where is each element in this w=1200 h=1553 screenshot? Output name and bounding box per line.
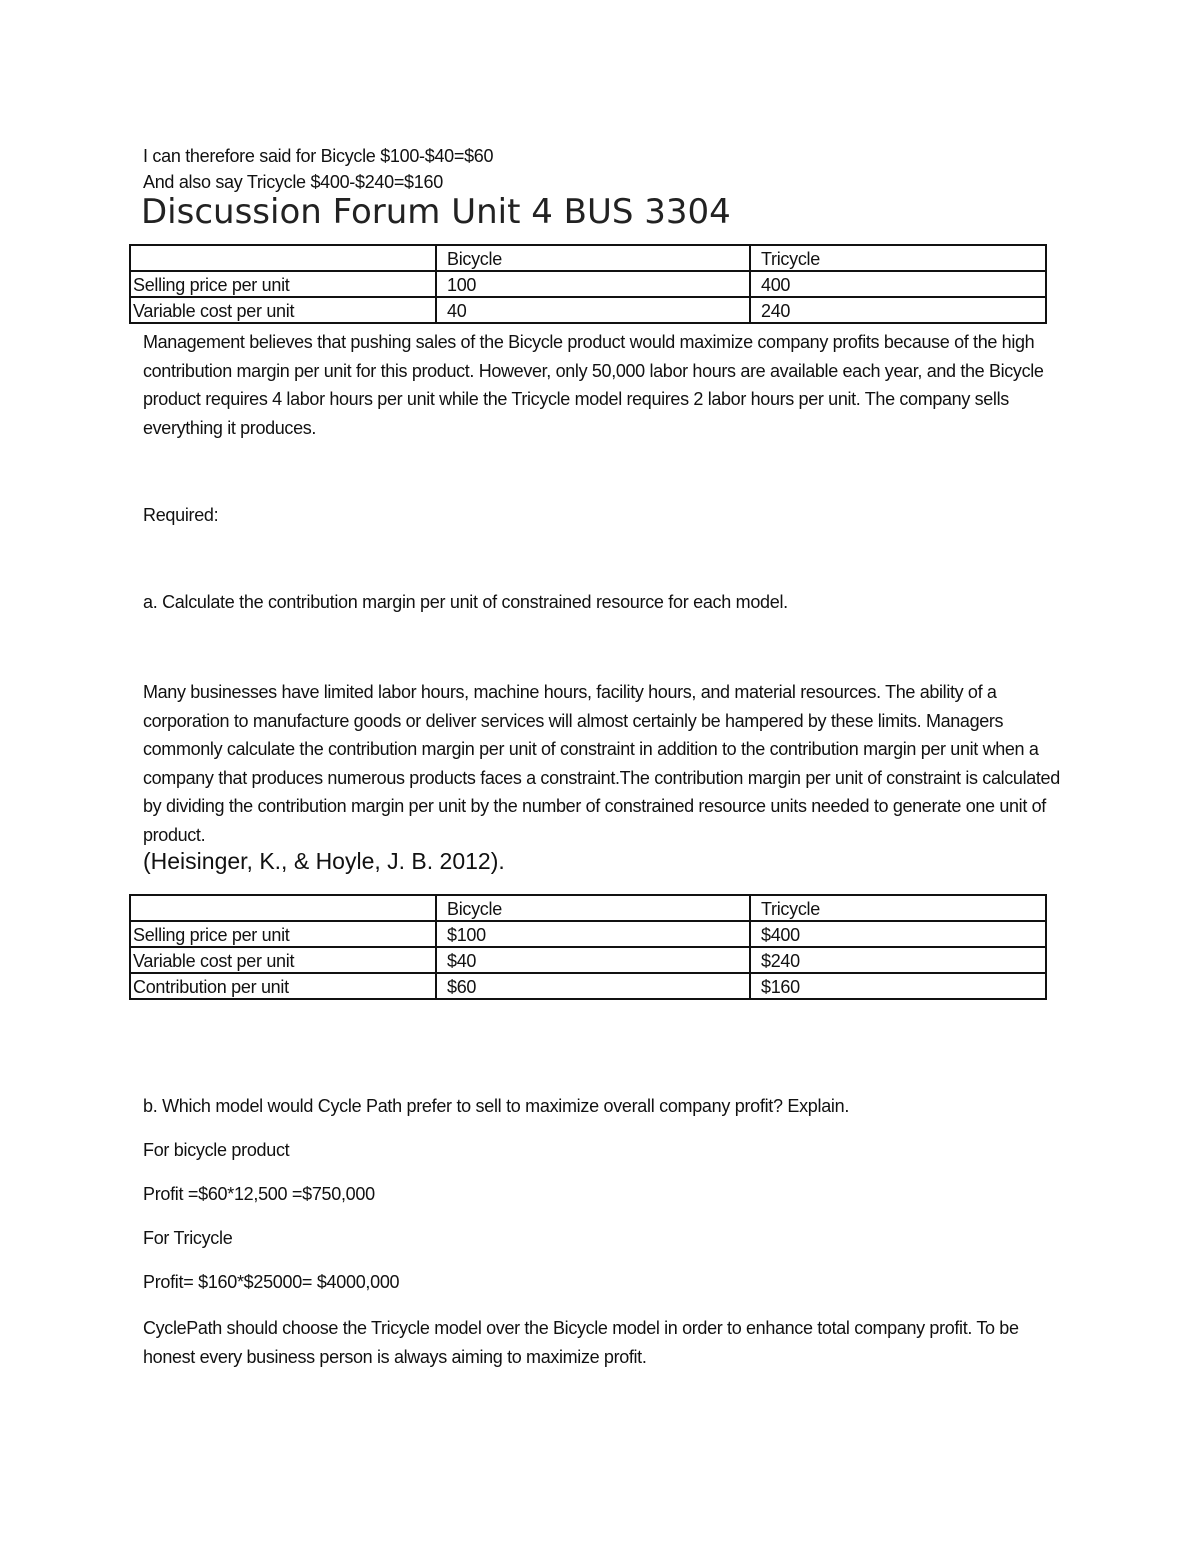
table-header-bicycle: Bicycle [436, 895, 750, 921]
management-paragraph: Management believes that pushing sales of the Bicycle product would maximize company profits because of the high contribution margin per unit for this product. However, only 50,000 labor hours are available each year, and the Bicycle product requires 4 labor hours per unit while the Tricycle model requires 2 labor hours per unit. The company sells everything it produces. [143, 332, 1044, 438]
bicycle-profit: Profit =$60*12,500 =$750,000 [143, 1184, 375, 1204]
conclusion-paragraph: CyclePath should choose the Tricycle model over the Bicycle model in order to enhance total company profit. To be honest every business person is always aiming to maximize profit. [143, 1318, 1019, 1367]
table-cell: $400 [750, 921, 1046, 947]
table-header-tricycle: Tricycle [750, 895, 1046, 921]
table-cell: 400 [750, 271, 1046, 297]
table-cell: $40 [436, 947, 750, 973]
table-header-row [130, 245, 1046, 271]
row-label: Variable cost per unit [130, 947, 436, 973]
table-cell: $240 [750, 947, 1046, 973]
row-label: Selling price per unit [130, 271, 436, 297]
table-cell: $100 [436, 921, 750, 947]
table-cell: 100 [436, 271, 750, 297]
table-cell: 240 [750, 297, 1046, 323]
question-b: b. Which model would Cycle Path prefer to sell to maximize overall company profit? Explain. [143, 1096, 850, 1116]
table-cell [130, 895, 436, 921]
table-row [130, 921, 1046, 947]
citation: (Heisinger, K., & Hoyle, J. B. 2012). [143, 848, 505, 874]
table-header-row [130, 895, 1046, 921]
intro-line-tricycle: And also say Tricycle $400-$240=$160 [143, 172, 443, 192]
table-row [130, 947, 1046, 973]
table-header-bicycle: Bicycle [436, 245, 750, 271]
table-cell: 40 [436, 297, 750, 323]
tricycle-profit: Profit= $160*$25000= $4000,000 [143, 1272, 400, 1292]
table-row [130, 973, 1046, 999]
page-title: Discussion Forum Unit 4 BUS 3304 [141, 192, 731, 232]
intro-line-bicycle: I can therefore said for Bicycle $100-$40=$60 [143, 146, 494, 166]
cost-table-2 [129, 894, 1047, 1000]
row-label: Contribution per unit [130, 973, 436, 999]
bicycle-label: For bicycle product [143, 1140, 290, 1160]
table-cell [130, 245, 436, 271]
answer-a-paragraph: Many businesses have limited labor hours, machine hours, facility hours, and material resources. The ability of a corporation to manufacture goods or deliver services will almost certainly be hampered by these limits. Managers commonly calculate the contribution margin per unit of constraint in addition to the contribution margin per unit when a company that produces numerous products faces a constraint.The contribution margin per unit of constraint is calculated by dividing the contribution margin per unit by the number of constrained resource units needed to generate one unit of product. [143, 682, 1060, 845]
question-a: a. Calculate the contribution margin per unit of constrained resource for each model. [143, 592, 788, 612]
row-label: Variable cost per unit [130, 297, 436, 323]
tricycle-label: For Tricycle [143, 1228, 233, 1248]
row-label: Selling price per unit [130, 921, 436, 947]
table-header-tricycle: Tricycle [750, 245, 1046, 271]
required-label: Required: [143, 505, 219, 525]
table-row [130, 297, 1046, 323]
table-row [130, 271, 1046, 297]
table-cell: $60 [436, 973, 750, 999]
cost-table-1 [129, 244, 1047, 324]
table-cell: $160 [750, 973, 1046, 999]
